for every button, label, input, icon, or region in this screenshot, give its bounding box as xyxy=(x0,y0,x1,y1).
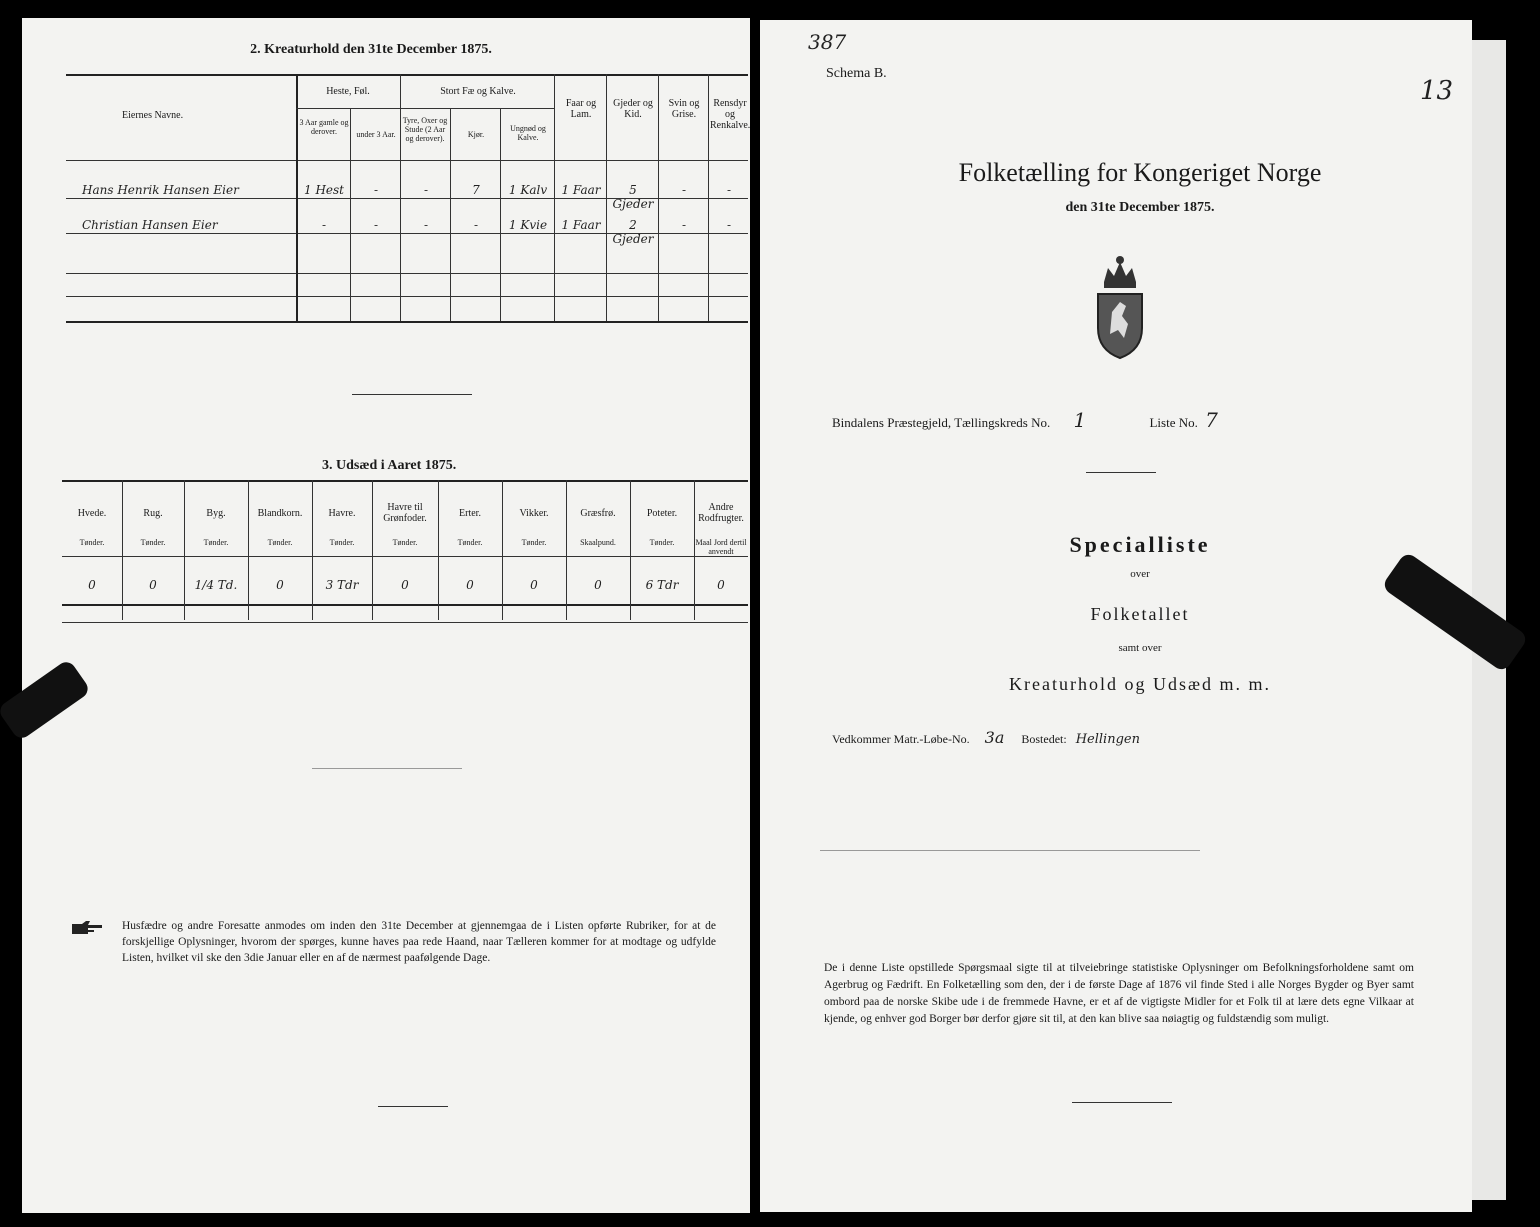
table-cell: - xyxy=(726,183,732,197)
udsaed-unit: Tønder. xyxy=(457,538,483,547)
udsaed-unit: Skaalpund. xyxy=(580,538,616,547)
table-cell: 1 Faar xyxy=(561,183,601,197)
header-fae-sub2: Kjør. xyxy=(467,130,485,139)
liste-value: 7 xyxy=(1205,408,1218,432)
notice-text: Husfædre og andre Foresatte anmodes om inden den 31te December at gjennemgaa de i Listen opførte Rubriker, for at de forskjellige Oplysninger, hvorom der spørges, kunne haves paa rede Haand, naar Tælleren kommer for at modtage og udfylde Listen, hvilket vil ske den 3die Januar eller en af de nærmest paafølgende Dage. xyxy=(122,920,716,964)
udsaed-unit: Tønder. xyxy=(521,538,547,547)
udsaed-header: Poteter. xyxy=(646,508,678,519)
left-page xyxy=(22,18,750,1213)
header-stort-fae: Stort Fæ og Kalve. xyxy=(440,86,516,97)
table-cell: 1 Kalv xyxy=(508,183,548,197)
table-cell: - xyxy=(321,218,327,232)
schema-label: Schema B. xyxy=(826,66,887,81)
matr-label: Vedkommer Matr.-Løbe-No. xyxy=(832,732,970,746)
header-rensdyr: Rensdyr og Renkalve. xyxy=(710,98,750,131)
table-cell: - xyxy=(423,183,429,197)
udsaed-unit: Tønder. xyxy=(79,538,105,547)
udsaed-header: Byg. xyxy=(206,508,226,519)
udsaed-unit: Maal Jord dertil anvendt xyxy=(695,538,747,556)
header-eiernes-navne: Eiernes Navne. xyxy=(122,110,184,121)
table-cell: - xyxy=(373,183,379,197)
coat-of-arms-icon xyxy=(1092,252,1148,362)
owner-name: Hans Henrik Hansen Eier xyxy=(82,183,239,197)
table-cell: - xyxy=(726,218,732,232)
header-heste-sub1: 3 Aar gamle og derover. xyxy=(299,118,349,136)
udsaed-value: 0 xyxy=(530,578,538,592)
table-cell: 1 Faar xyxy=(561,218,601,232)
census-date: den 31te December 1875. xyxy=(1065,200,1215,215)
header-fae-sub1: Tyre, Oxer og Stude (2 Aar og derover). xyxy=(402,116,448,143)
udsaed-unit: Tønder. xyxy=(392,538,418,547)
folketallet-heading: Folketallet xyxy=(1090,604,1190,624)
udsaed-header-row xyxy=(62,502,748,558)
header-gjeder: Gjeder og Kid. xyxy=(613,98,653,120)
udsaed-header: Erter. xyxy=(459,508,481,519)
taellingskreds-value: 1 xyxy=(1073,408,1087,432)
table-row xyxy=(82,218,292,232)
bostedet-label: Bostedet: xyxy=(1021,732,1067,746)
taellingskreds-label: Tællingskreds No. xyxy=(954,415,1051,430)
prestegjeld-label: Bindalens Præstegjeld, xyxy=(832,415,952,430)
owner-name: Christian Hansen Eier xyxy=(82,218,218,232)
matr-value: 3a xyxy=(984,728,1005,747)
udsaed-value: 3 Tdr xyxy=(325,578,359,592)
header-heste: Heste, Føl. xyxy=(326,86,370,97)
udsaed-header: Havre til Grønfoder. xyxy=(383,502,427,524)
samt-over-label: samt over xyxy=(1118,642,1162,654)
table-cell: - xyxy=(373,218,379,232)
udsaed-value: 0 xyxy=(717,578,725,592)
udsaed-value: 0 xyxy=(466,578,474,592)
udsaed-unit: Tønder. xyxy=(203,538,229,547)
over-label: over xyxy=(1130,568,1150,580)
footer-text: De i denne Liste opstillede Spørgsmaal sigte til at tilveiebringe statistiske Oplysninger om Befolkningsforholdene samt om Agerbrug og Fædrift. En Folketælling som den, der i de første Dage af 1876 vil finde Sted i alle Norges Bygder og Byer samt ombord paa de norske Skibe ude i de fremmede Havne, er et af de vigtigste Midler for et Folk til at lære dets egne Vilkaar at kjende, og enhver god Borger bør derfor gjøre sit til, at den kan blive saa nøiagtig og fuldstændig som muligt. xyxy=(824,962,1414,1025)
table-cell: 2 Gjeder xyxy=(612,218,654,246)
udsaed-unit: Tønder. xyxy=(649,538,675,547)
bostedet-value: Hellingen xyxy=(1075,732,1140,747)
udsaed-header: Havre. xyxy=(328,508,356,519)
udsaed-header: Vikker. xyxy=(519,508,549,519)
right-page xyxy=(760,20,1472,1212)
table-cell: - xyxy=(473,218,479,232)
section2-title: 2. Kreaturhold den 31te December 1875. xyxy=(250,42,492,57)
header-svin: Svin og Grise. xyxy=(668,98,700,120)
udsaed-unit: Tønder. xyxy=(140,538,166,547)
page-title: Folketælling for Kongeriget Norge xyxy=(958,158,1322,187)
matr-line xyxy=(832,728,1432,747)
table-cell: 5 Gjeder xyxy=(612,183,654,211)
folio-number: 13 xyxy=(1420,76,1454,106)
liste-label: Liste No. xyxy=(1149,415,1198,430)
udsaed-value: 6 Tdr xyxy=(645,578,679,592)
udsaed-value: 0 xyxy=(276,578,284,592)
udsaed-value: 0 xyxy=(149,578,157,592)
kreaturhold-heading: Kreaturhold og Udsæd m. m. xyxy=(1009,674,1271,694)
table-cell: 1 Kvie xyxy=(508,218,548,232)
udsaed-header: Andre Rodfrugter. xyxy=(698,502,744,524)
table-cell: 7 xyxy=(472,183,480,197)
udsaed-value: 1/4 Td. xyxy=(194,578,238,592)
header-heste-sub2: under 3 Aar. xyxy=(356,130,396,139)
table-cell: - xyxy=(423,218,429,232)
header-fae-sub3: Ungnød og Kalve. xyxy=(510,124,546,142)
udsaed-unit: Tønder. xyxy=(329,538,355,547)
pointing-hand-icon xyxy=(70,920,104,936)
udsaed-header: Rug. xyxy=(143,508,163,519)
table-row xyxy=(82,183,292,197)
udsaed-value: 0 xyxy=(594,578,602,592)
udsaed-header: Blandkorn. xyxy=(257,508,303,519)
udsaed-header: Græsfrø. xyxy=(580,508,616,519)
district-line xyxy=(832,408,1432,432)
udsaed-unit: Tønder. xyxy=(267,538,293,547)
page-mark: 387 xyxy=(808,30,847,54)
udsaed-header: Hvede. xyxy=(77,508,107,519)
specialliste-heading: Specialliste xyxy=(1069,532,1211,557)
header-faar: Faar og Lam. xyxy=(565,98,597,120)
section3-title: 3. Udsæd i Aaret 1875. xyxy=(322,458,457,473)
table-cell: - xyxy=(681,218,687,232)
udsaed-value: 0 xyxy=(401,578,409,592)
table-cell: 1 Hest xyxy=(304,183,344,197)
table-cell: - xyxy=(681,183,687,197)
udsaed-value: 0 xyxy=(88,578,96,592)
